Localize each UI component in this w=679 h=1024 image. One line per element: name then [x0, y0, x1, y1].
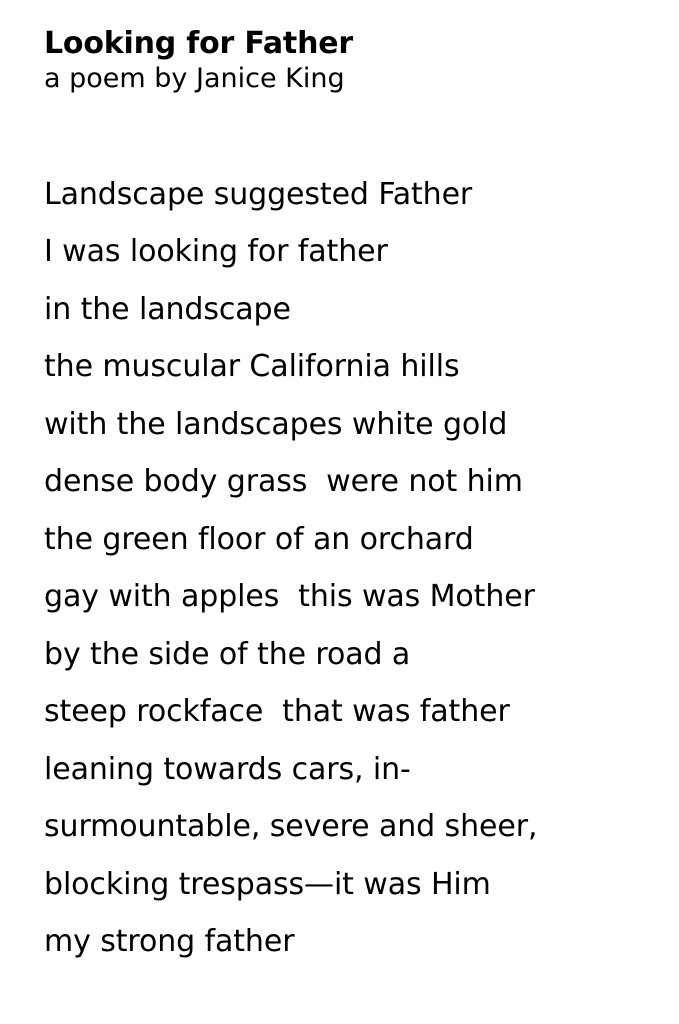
poem-line: leaning towards cars, in- — [44, 751, 411, 787]
poem-body — [44, 166, 651, 971]
poem-line: gay with apples this was Mother — [44, 579, 535, 615]
poem-byline: a poem by Janice King — [44, 63, 345, 95]
poem-line: Landscape suggested Father — [44, 176, 473, 212]
poem-line: surmountable, severe and sheer, — [44, 809, 538, 845]
page-title: Looking for Father — [44, 26, 353, 61]
poem-line: in the landscape — [44, 291, 291, 327]
poem-line: by the side of the road a — [44, 636, 411, 672]
poem-line: I was looking for father — [44, 234, 388, 270]
poem-line: my strong father — [44, 924, 295, 960]
poem-line: steep rockface that was father — [44, 694, 510, 730]
poem-line: the muscular California hills — [44, 349, 460, 385]
poem-line: blocking trespass—it was Him — [44, 866, 491, 902]
poem-line: dense body grass were not him — [44, 464, 523, 500]
poem-line: the green floor of an orchard — [44, 521, 474, 557]
poem-line: with the landscapes white gold — [44, 406, 508, 442]
